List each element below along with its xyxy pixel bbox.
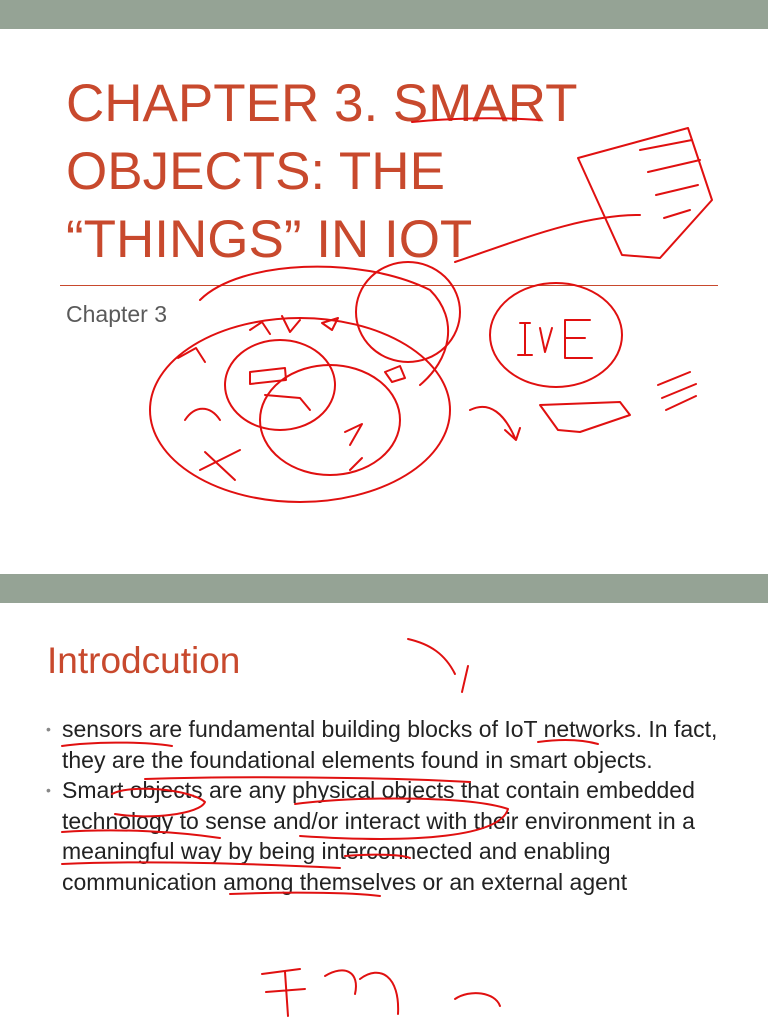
slide-subtitle: Chapter 3 <box>66 301 168 327</box>
slide-introduction <box>0 574 768 1024</box>
title-line-3: “THINGS” IN IOT <box>66 210 473 269</box>
slide-top-bar <box>0 0 768 29</box>
title-line-1: CHAPTER 3. SMART <box>66 74 578 133</box>
bullet-text: Smart objects are any physical objects that contain embedded technology to sense and/or interact with their environment in a meaningful way by being interconnected and enabling communication among themselves or an external agent <box>62 777 695 895</box>
bullet-item <box>46 775 726 897</box>
bullet-marker: • <box>46 782 51 798</box>
title-line-2: OBJECTS: THE <box>66 142 445 201</box>
bullet-list <box>46 714 726 897</box>
title-divider <box>60 285 718 286</box>
slide-title-heading <box>66 70 686 274</box>
slide-heading: Introdcution <box>47 640 241 681</box>
bullet-text: sensors are fundamental building blocks of IoT networks. In fact, they are the foundational elements found in smart objects. <box>62 716 718 773</box>
slide-top-bar <box>0 574 768 603</box>
bullet-marker: • <box>46 721 51 737</box>
bullet-item <box>46 714 726 775</box>
